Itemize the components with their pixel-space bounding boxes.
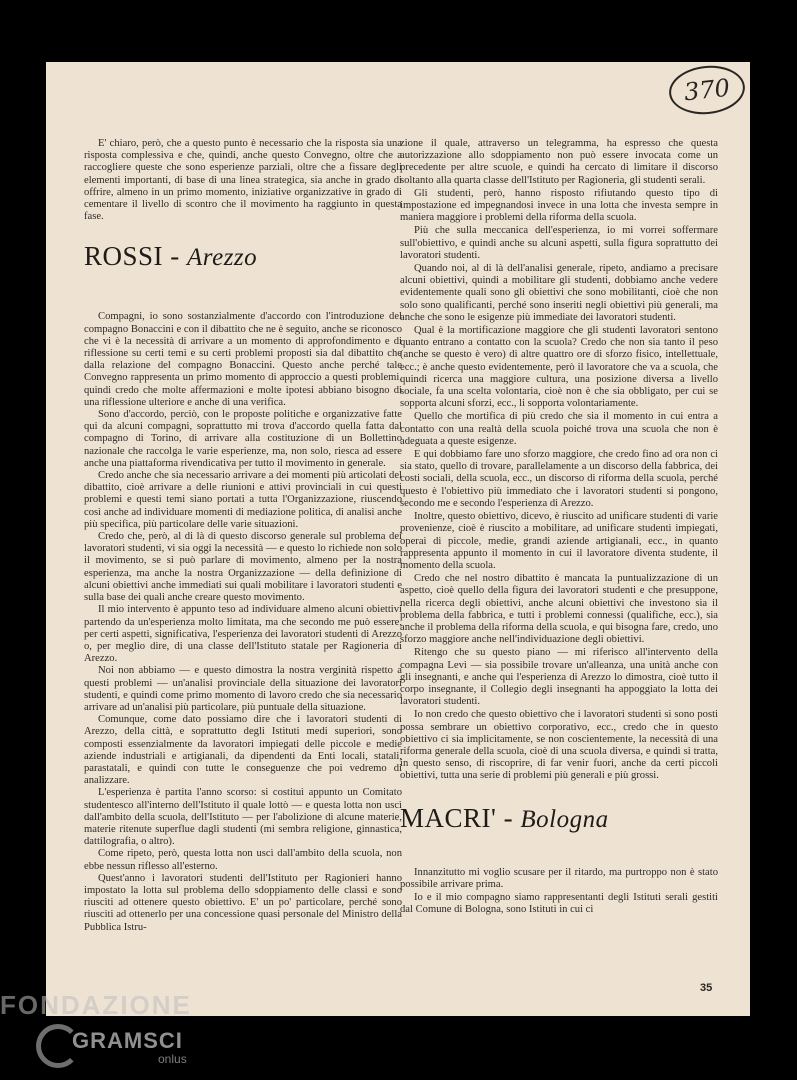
speaker-city: Bologna	[520, 805, 609, 833]
paragraph: Qual è la mortificazione maggiore che gli studenti lavoratori sentono quanto entrano a contatto con la scuola? Credo che non sia tanto il peso (anche se questo è vero) di altre quattro ore di sforzo fisico, intellettuale, ecc.; è anche questo evidentemente, però il lavoratore che va a scuola, che quindi ricerca una maggiore cultura, una posizione diversa a livello sociale, fa una scelta volontaria, cioè non è che sia obbligato, per cui se sopporta alcuni sforzi, ecc., li sopporta volontariamente.	[400, 325, 718, 410]
watermark-foundation: FONDAZIONE	[0, 990, 192, 1020]
paragraph: Gli studenti, però, hanno risposto rifiutando questo tipo di impostazione ed impegnandosi invece in una lotta che investa sempre in maniera maggiore i problemi della riforma della scuola.	[400, 187, 718, 224]
paragraph: Quando noi, al di là dell'analisi generale, ripeto, andiamo a precisare alcuni obiettivi, quindi a mobilitare gli studenti, dobbiamo anche vedere evidentemente quali sono gli obiettivi che sono mobilitanti, cioè che non solo sono qualificanti, perché sono inseriti negli obiettivi più generali, ma anche che sono le esigenze più immediate dei lavoratori studenti.	[400, 263, 718, 323]
paragraph: Più che sulla meccanica dell'esperienza, io mi vorrei soffermare sull'obiettivo, e quindi anche su alcuni aspetti, sulla figura soprattutto dei lavoratori studenti.	[400, 225, 718, 261]
watermark-suffix: onlus	[158, 1052, 187, 1066]
paragraph: Io non credo che questo obiettivo che i lavoratori studenti si sono posti possa sembrare un obiettivo corporativo, ecc., credo che in questo obiettivo ci sia implicitamente, se non coscientemente, la necessità di una riforma generale della scuola, cioè di una scuola diversa, e quindi si tratta, in questo senso, di riscoprire, di far venir fuori, anche da certi piccoli obiettivi, tutta una serie di problemi più generali e più grossi.	[400, 709, 718, 782]
watermark-logo	[36, 1022, 187, 1078]
document-page	[46, 62, 750, 1016]
paragraph: Sono d'accordo, perciò, con le proposte politiche e organizzative fatte qui da alcuni compagni, soprattutto mi trova d'accordo quella fatta dal compagno di Torino, di arrivare alla costituzione di un Bollettino nazionale che raccolga le varie esperienze, ma, non solo, riesca ad essere anche una piattaforma rivendicativa per tutto il movimento in generale.	[84, 409, 402, 469]
paragraph: Quest'anno i lavoratori studenti dell'Istituto per Ragionieri hanno impostato la lotta sul problema dello sdoppiamento delle classi e sono riusciti ad ottenere questo obiettivo. E' un po' particolare, perché sono riusciti ad ottenerlo per una concessione quasi personale del Ministro della Pubblica Istru-	[84, 872, 402, 933]
paragraph: Credo che nel nostro dibattito è mancata la puntualizzazione di un aspetto, cioè quello della figura dei lavoratori studenti e che presuppone, nella ricerca degli obiettivi, anche alcuni obiettivi che investono sia il problema della fabbrica, e tutti i problemi connessi (qualifiche, ecc.), sia anche il problema della riforma della scuola, e qui bisogna fare, credo, uno sforzo maggiore anche nell'individuazione degli obiettivi.	[400, 573, 718, 646]
right-column	[400, 138, 718, 917]
paragraph: Credo che, però, al di là di questo discorso generale sul problema dei lavoratori studenti, vi sia oggi la necessità — e questo lo richiede non solo il movimento, se si può parlare di movimento, almeno per la nostra esperienza, ma anche la nostra Organizzazione — della definizione di alcuni obiettivi anche immediati sui quali mobilitare i lavoratori studenti e sulla base dei quali anche creare questo movimento.	[84, 531, 402, 604]
paragraph: Quello che mortifica di più credo che sia il momento in cui entra a contatto con una realtà della scuola poiché trova una scuola che non è adeguata a queste esigenze.	[400, 411, 718, 447]
speaker-name: ROSSI -	[84, 241, 188, 272]
paragraph: Comunque, come dato possiamo dire che i lavoratori studenti di Arezzo, della città, e soprattutto degli Istituti medi superiori, sono composti essenzialmente da lavoratori impiegati delle piccole e medie aziende industriali e artigianali, da dipendenti da Enti locali, statali, parastatali, e quindi con tutte le conseguenze che poi vedremo di analizzare.	[84, 714, 402, 787]
speaker-city: Arezzo	[187, 244, 258, 272]
paragraph: Noi non abbiamo — e questo dimostra la nostra verginità rispetto a questi problemi — un'analisi provinciale della situazione dei lavoratori studenti, e quindi come primo momento di lavoro credo che sia necessario arrivare ad un'analisi più particolare, più puntuale della situazione.	[84, 665, 402, 713]
paragraph: L'esperienza è partita l'anno scorso: si costituì appunto un Comitato studentesco all'interno dell'Istituto il quale lottò — e questa lotta non uscì dall'ambito della scuola, dell'Istituto — per l'abolizione di alcune materie, materie ritenute superflue dagli studenti (mi sembra religione, ginnastica, dattilografia, o altro).	[84, 787, 402, 848]
left-column	[84, 138, 402, 934]
paragraph: Ritengo che su questo piano — mi riferisco all'intervento della compagna Levi — sia possibile trovare un'alleanza, una unità anche con gli insegnanti, e anche qui l'esperienza di Arezzo lo dimostra, cioè tutto il corpo insegnante, il Collegio degli insegnanti ha appoggiato la lotta dei lavoratori studenti.	[400, 647, 718, 708]
page-number: 35	[700, 982, 713, 994]
paragraph: zione il quale, attraverso un telegramma, ha espresso che questa autorizzazione allo sdoppiamento non può essere invocata come un precedente per altre scuole, e quindi ha cercato di limitare il discorso soltanto alla quarta classe dell'Istituto per Ragioneria, gli studenti serali.	[400, 138, 718, 186]
watermark-name: GRAMSCI	[72, 1028, 183, 1053]
paragraph: Innanzitutto mi voglio scusare per il ritardo, ma purtroppo non è stato possibile arrivare prima.	[400, 866, 718, 890]
archive-stamp: 370	[667, 62, 748, 118]
paragraph: Io e il mio compagno siamo rappresentanti degli Istituti serali gestiti dal Comune di Bologna, sono Istituti in cui ci	[400, 891, 718, 916]
speaker-name: MACRI' -	[400, 802, 521, 833]
paragraph: Inoltre, questo obiettivo, dicevo, è riuscito ad unificare studenti di varie provenienze, cioè è riuscito a mobilitare, ad unificare studenti impiegati, operai di piccole, medie, grandi aziende artigianali, ecc., in quanto rappresenta appunto il momento in cui il lavoratore diventa studente, il momento della scuola.	[400, 511, 718, 571]
paragraph: Il mio intervento è appunto teso ad individuare almeno alcuni obiettivi partendo da un'esperienza molto limitata, ma che secondo me può essere, per certi aspetti, significativa, l'esperienza dei lavoratori studenti di Arezzo o, per meglio dire, di una classe dell'Istituto statale per Ragioneria di Arezzo.	[84, 604, 402, 665]
paragraph: Compagni, io sono sostanzialmente d'accordo con l'introduzione del compagno Bonaccini e con il dibattito che ne è seguito, anche se riconosco che vi è la necessità di arrivare a un momento di approfondimento e di riflessione su certi temi e su certi problemi proposti sia dal dibattito che dalla relazione del compagno Bonaccini. Questo anche perché tale Convegno rappresenta un primo momento di approccio a questi problemi, quindi credo che molte affermazioni e molte ipotesi abbiano bisogno di una riflessione ulteriore e anche di una verifica.	[84, 311, 402, 408]
paragraph: Credo anche che sia necessario arrivare a dei momenti più articolati del dibattito, cioè arrivare a delle riunioni e attivi provinciali in cui questi problemi e questi temi siano portati a tutta l'Organizzazione, riuscendo così anche ad individuare momenti di mediazione politica, di analisi anche più specifica, più particolare delle varie situazioni.	[84, 470, 402, 530]
speaker-heading-rossi	[84, 241, 402, 273]
intro-paragraph: E' chiaro, però, che a questo punto è necessario che la risposta sia una risposta complessiva e che, quindi, anche questo Convegno, oltre che a raccogliere queste che sono esperienze parziali, oltre che a fissare degli elementi importanti, di base di una linea strategica, sia anche in grado di offrire, almeno in un primo momento, iniziative organizzative in grado di cementare il livello di scontro che il movimento ha raggiunto in questa fase.	[84, 138, 402, 223]
paragraph: E qui dobbiamo fare uno sforzo maggiore, che credo fino ad ora non ci sia stato, quello di trovare, parallelamente a un discorso della fabbrica, dei costi sociali, della scuola, ecc., un discorso di riforma della scuola, perché questo è l'obiettivo più immediato che i lavoratori studenti si pongono, secondo me e secondo l'esperienza di Arezzo.	[400, 449, 718, 509]
paragraph: Come ripeto, però, questa lotta non uscì dall'ambito della scuola, non ebbe nessun riflesso all'esterno.	[84, 848, 402, 872]
speaker-heading-macri	[400, 803, 718, 835]
